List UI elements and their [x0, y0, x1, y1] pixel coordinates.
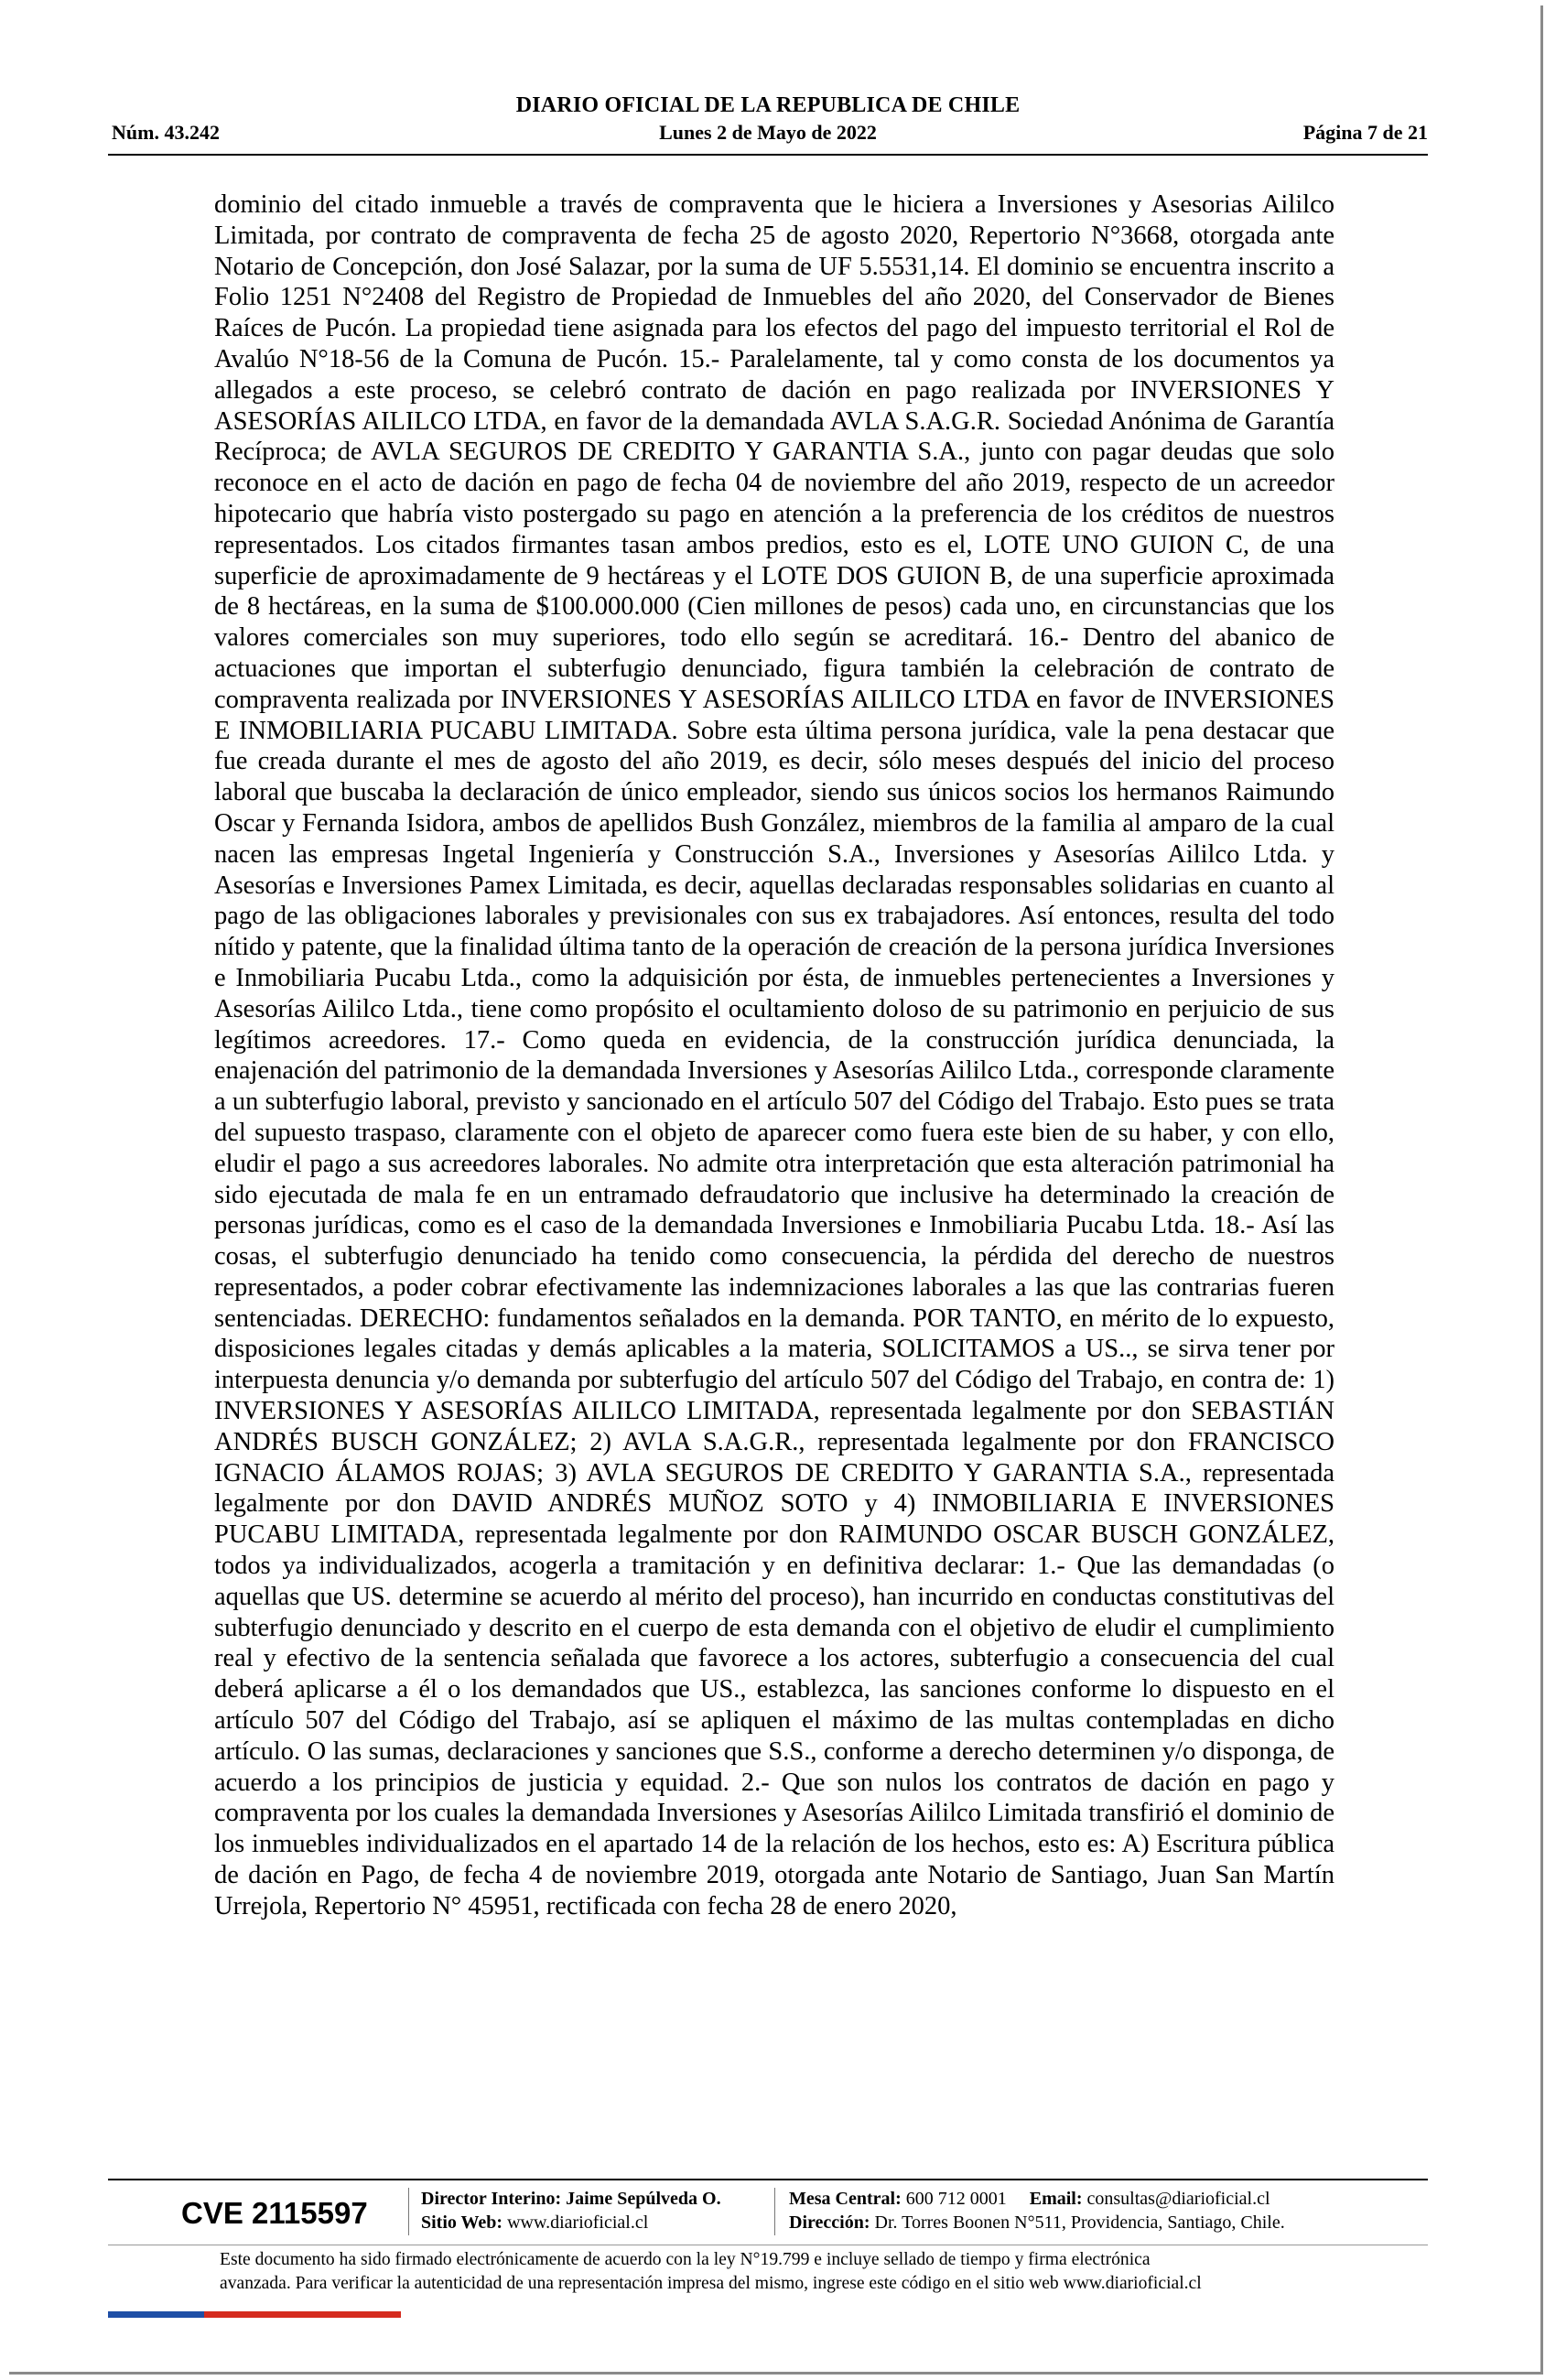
- mesa-phone: 600 712 0001: [905, 2189, 1007, 2209]
- footer-director-block: [421, 2187, 721, 2234]
- flag-stripe-blue: [108, 2311, 204, 2318]
- director-name: Jaime Sepúlveda O.: [566, 2189, 721, 2209]
- issue-number: Núm. 43.242: [112, 121, 220, 144]
- legal-line-2: avanzada. Para verificar la autenticidad de una representación impresa del mismo, ingrese este código en el sitio web www.diarioficial.cl: [220, 2274, 1202, 2293]
- address-value: Dr. Torres Boonen N°511, Providencia, Santiago, Chile.: [874, 2212, 1285, 2233]
- body-paragraph: dominio del citado inmueble a través de compraventa que le hiciera a Inversiones y Asesorias Aililco Limitada, por contrato de compraventa de fecha 25 de agosto 2020, Repertorio N°3668, otorgada ante Notario de Concepción, don José Salazar, por la suma de UF 5.5531,14. El dominio se encuentra inscrito a Folio 1251 N°2408 del Registro de Propiedad de Inmuebles del año 2020, del Conservador de Bienes Raíces de Pucón. La propiedad tiene asignada para los efectos del pago del impuesto territorial el Rol de Avalúo N°18-56 de la Comuna de Pucón. 15.- Paralelamente, tal y como consta de los documentos ya allegados a este proceso, se celebró contrato de dación en pago realizada por INVERSIONES Y ASESORÍAS AILILCO LTDA, en favor de la demandada AVLA S.A.G.R. Sociedad Anónima de Garantía Recíproca; de AVLA SEGUROS DE CREDITO Y GARANTIA S.A., junto con pagar deudas que solo reconoce en el acto de dación en pago de fecha 04 de noviembre del año 2019, respecto de un acreedor hipotecario que habría visto postergado su pago en atención a la preferencia de los créditos de nuestros representados. Los citados firmantes tasan ambos predios, esto es el, LOTE UNO GUION C, de una superficie de aproximadamente de 9 hectáreas y el LOTE DOS GUION B, de una superficie aproximada de 8 hectáreas, en la suma de $100.000.000 (Cien millones de pesos) cada uno, en circunstancias que los valores comerciales son muy superiores, todo ello según se acreditará. 16.- Dentro del abanico de actuaciones que importan el subterfugio denunciado, figura también la celebración de contrato de compraventa realizada por INVERSIONES Y ASESORÍAS AILILCO LTDA en favor de INVERSIONES E INMOBILIARIA PUCABU LIMITADA. Sobre esta última persona jurídica, vale la pena destacar que fue creada durante el mes de agosto del año 2019, es decir, sólo meses después del inicio del proceso laboral que buscaba la declaración de único empleador, siendo sus únicos socios los hermanos Raimundo Oscar y Fernanda Isidora, ambos de apellidos Bush González, miembros de la familia al amparo de la cual nacen las empresas Ingetal Ingeniería y Construcción S.A., Inversiones y Asesorías Aililco Ltda. y Asesorías e Inversiones Pamex Limitada, es decir, aquellas declaradas responsables solidarias en cuanto al pago de las obligaciones laborales y previsionales con sus ex trabajadores. Así entonces, resulta del todo nítido y patente, que la finalidad última tanto de la operación de creación de la persona jurídica Inversiones e Inmobiliaria Pucabu Ltda., como la adquisición por ésta, de inmuebles pertenecientes a Inversiones y Asesorías Aililco Ltda., tiene como propósito el ocultamiento doloso de su patrimonio en perjuicio de sus legítimos acreedores. 17.- Como queda en evidencia, de la construcción jurídica denunciada, la enajenación del patrimonio de la demandada Inversiones y Asesorías Aililco Ltda., corresponde claramente a un subterfugio laboral, previsto y sancionado en el artículo 507 del Código del Trabajo. Esto pues se trata del supuesto traspaso, claramente con el objeto de aparecer como fuera este bien de su haber, y con ello, eludir el pago a sus acreedores laborales. No admite otra interpretación que esta alteración patrimonial ha sido ejecutada de mala fe en un entramado defraudatorio que inclusive ha determinado la creación de personas jurídicas, como es el caso de la demandada Inversiones e Inmobiliaria Pucabu Ltda. 18.- Así las cosas, el subterfugio denunciado ha tenido como consecuencia, la pérdida del derecho de nuestros representados, a poder cobrar efectivamente las indemnizaciones laborales a las que las contrarias fueren sentenciadas. DERECHO: fundamentos señalados en la demanda. POR TANTO, en mérito de lo expuesto, disposiciones legales citadas y demás aplicables a la materia, SOLICITAMOS a US.., se sirva tener por interpuesta denuncia y/o demanda por subterfugio del artículo 507 del Código del Trabajo, en contra de: 1) INVERSIONES Y ASESORÍAS AILILCO LIMITADA, representada legalmente por don SEBASTIÁN ANDRÉS BUSCH GONZÁLEZ; 2) AVLA S.A.G.R., representada legalmente por don FRANCISCO IGNACIO ÁLAMOS ROJAS; 3) AVLA SEGUROS DE CREDITO Y GARANTIA S.A., representada legalmente por don DAVID ANDRÉS MUÑOZ SOTO y 4) INMOBILIARIA E INVERSIONES PUCABU LIMITADA, representada legalmente por don RAIMUNDO OSCAR BUSCH GONZÁLEZ, todos ya individualizados, acogerla a tramitación y en definitiva declarar: 1.- Que las demandadas (o aquellas que US. determine se acuerdo al mérito del proceso), han incurrido en conductas constitutivas del subterfugio denunciado y descrito en el cuerpo de esta demanda con el objetivo de eludir el cumplimiento real y efectivo de la sentencia señalada que favorece a los actores, subterfugio a consecuencia del cual deberá aplicarse a él o los demandados que US., establezca, las sanciones conforme lo dispuesto en el artículo 507 del Código del Trabajo, así se apliquen el máximo de las multas contempladas en dicho artículo. O las sumas, declaraciones y sanciones que S.S., conforme a derecho determinen y/o disponga, de acuerdo a los principios de justicia y equidad. 2.- Que son nulos los contratos de dación en pago y compraventa por los cuales la demandada Inversiones y Asesorías Aililco Limitada transfirió el dominio de los inmuebles individualizados en el apartado 14 de la relación de los hechos, esto es: A) Escritura pública de dación en Pago, de fecha 4 de noviembre 2019, otorgada ante Notario de Santiago, Juan San Martín Urrejola, Repertorio N° 45951, rectificada con fecha 28 de enero 2020,: [214, 190, 1334, 1920]
- website-link[interactable]: www.diarioficial.cl: [507, 2212, 649, 2233]
- footer-separator-1: [408, 2188, 409, 2235]
- email-label: Email:: [1029, 2189, 1083, 2209]
- footer-contact-block: [789, 2187, 1285, 2234]
- flag-stripe-red: [204, 2311, 401, 2318]
- footer-divider: [108, 2179, 1428, 2180]
- mesa-label: Mesa Central:: [789, 2189, 902, 2209]
- address-label: Dirección:: [789, 2212, 870, 2233]
- page-indicator: Página 7 de 21: [1302, 121, 1428, 144]
- legal-notice: [220, 2248, 1338, 2296]
- cve-code: CVE 2115597: [181, 2196, 368, 2230]
- footer-separator-2: [774, 2188, 775, 2235]
- page-header: [108, 92, 1428, 148]
- document-body: [214, 189, 1334, 2121]
- header-divider: [108, 154, 1428, 156]
- email-link[interactable]: consultas@diarioficial.cl: [1086, 2189, 1270, 2209]
- legal-line-1: Este documento ha sido firmado electrónicamente de acuerdo con la ley N°19.799 e incluye sellado de tiempo y firma electrónica: [220, 2250, 1151, 2269]
- director-label: Director Interino:: [421, 2189, 562, 2209]
- newspaper-title: DIARIO OFICIAL DE LA REPUBLICA DE CHILE: [515, 93, 1021, 117]
- issue-date: Lunes 2 de Mayo de 2022: [659, 121, 877, 144]
- website-label: Sitio Web:: [421, 2212, 503, 2233]
- header-info-row: [108, 121, 1428, 148]
